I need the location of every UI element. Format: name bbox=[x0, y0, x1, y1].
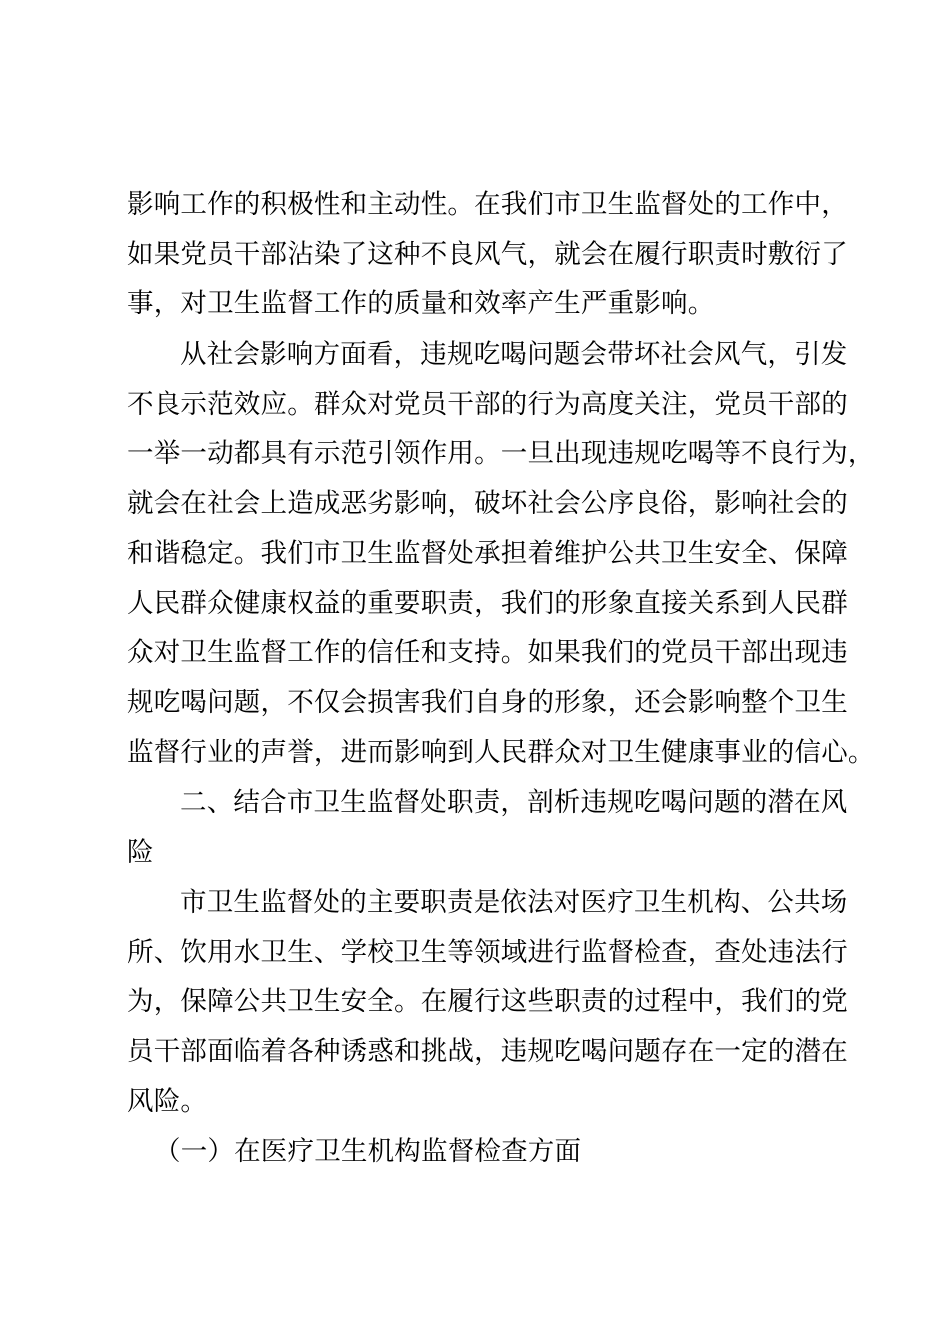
section-heading-line: 险 bbox=[127, 837, 154, 868]
paragraph-line: 所、饮用水卫生、学校卫生等领域进行监督检查，查处违法行 bbox=[127, 937, 848, 968]
paragraph-line: 规吃喝问题，不仅会损害我们自身的形象，还会影响整个卫生 bbox=[127, 687, 848, 718]
section-heading-line: 二、结合市卫生监督处职责，剖析违规吃喝问题的潜在风 bbox=[180, 787, 848, 818]
paragraph-line: 如果党员干部沾染了这种不良风气，就会在履行职责时敷衍了 bbox=[127, 239, 848, 270]
subsection-heading: （一）在医疗卫生机构监督检查方面 bbox=[154, 1136, 582, 1167]
paragraph-line: 从社会影响方面看，违规吃喝问题会带坏社会风气，引发 bbox=[180, 339, 848, 370]
paragraph-line: 员干部面临着各种诱惑和挑战，违规吃喝问题存在一定的潜在 bbox=[127, 1036, 848, 1067]
paragraph-line: 众对卫生监督工作的信任和支持。如果我们的党员干部出现违 bbox=[127, 637, 848, 668]
paragraph-line: 不良示范效应。群众对党员干部的行为高度关注，党员干部的 bbox=[127, 389, 848, 420]
paragraph-line: 人民群众健康权益的重要职责，我们的形象直接关系到人民群 bbox=[127, 588, 848, 619]
paragraph-line: 影响工作的积极性和主动性。在我们市卫生监督处的工作中， bbox=[127, 189, 848, 220]
paragraph-line: 就会在社会上造成恶劣影响，破坏社会公序良俗，影响社会的 bbox=[127, 488, 848, 519]
paragraph-line: 为，保障公共卫生安全。在履行这些职责的过程中，我们的党 bbox=[127, 986, 848, 1017]
paragraph-line: 和谐稳定。我们市卫生监督处承担着维护公共卫生安全、保障 bbox=[127, 538, 848, 569]
paragraph-line: 监督行业的声誉，进而影响到人民群众对卫生健康事业的信心。 bbox=[127, 737, 875, 768]
paragraph-line: 一举一动都具有示范引领作用。一旦出现违规吃喝等不良行为， bbox=[127, 438, 875, 469]
paragraph-line: 事，对卫生监督工作的质量和效率产生严重影响。 bbox=[127, 288, 715, 319]
paragraph-line: 市卫生监督处的主要职责是依法对医疗卫生机构、公共场 bbox=[180, 887, 848, 918]
paragraph-line: 风险。 bbox=[127, 1086, 208, 1117]
